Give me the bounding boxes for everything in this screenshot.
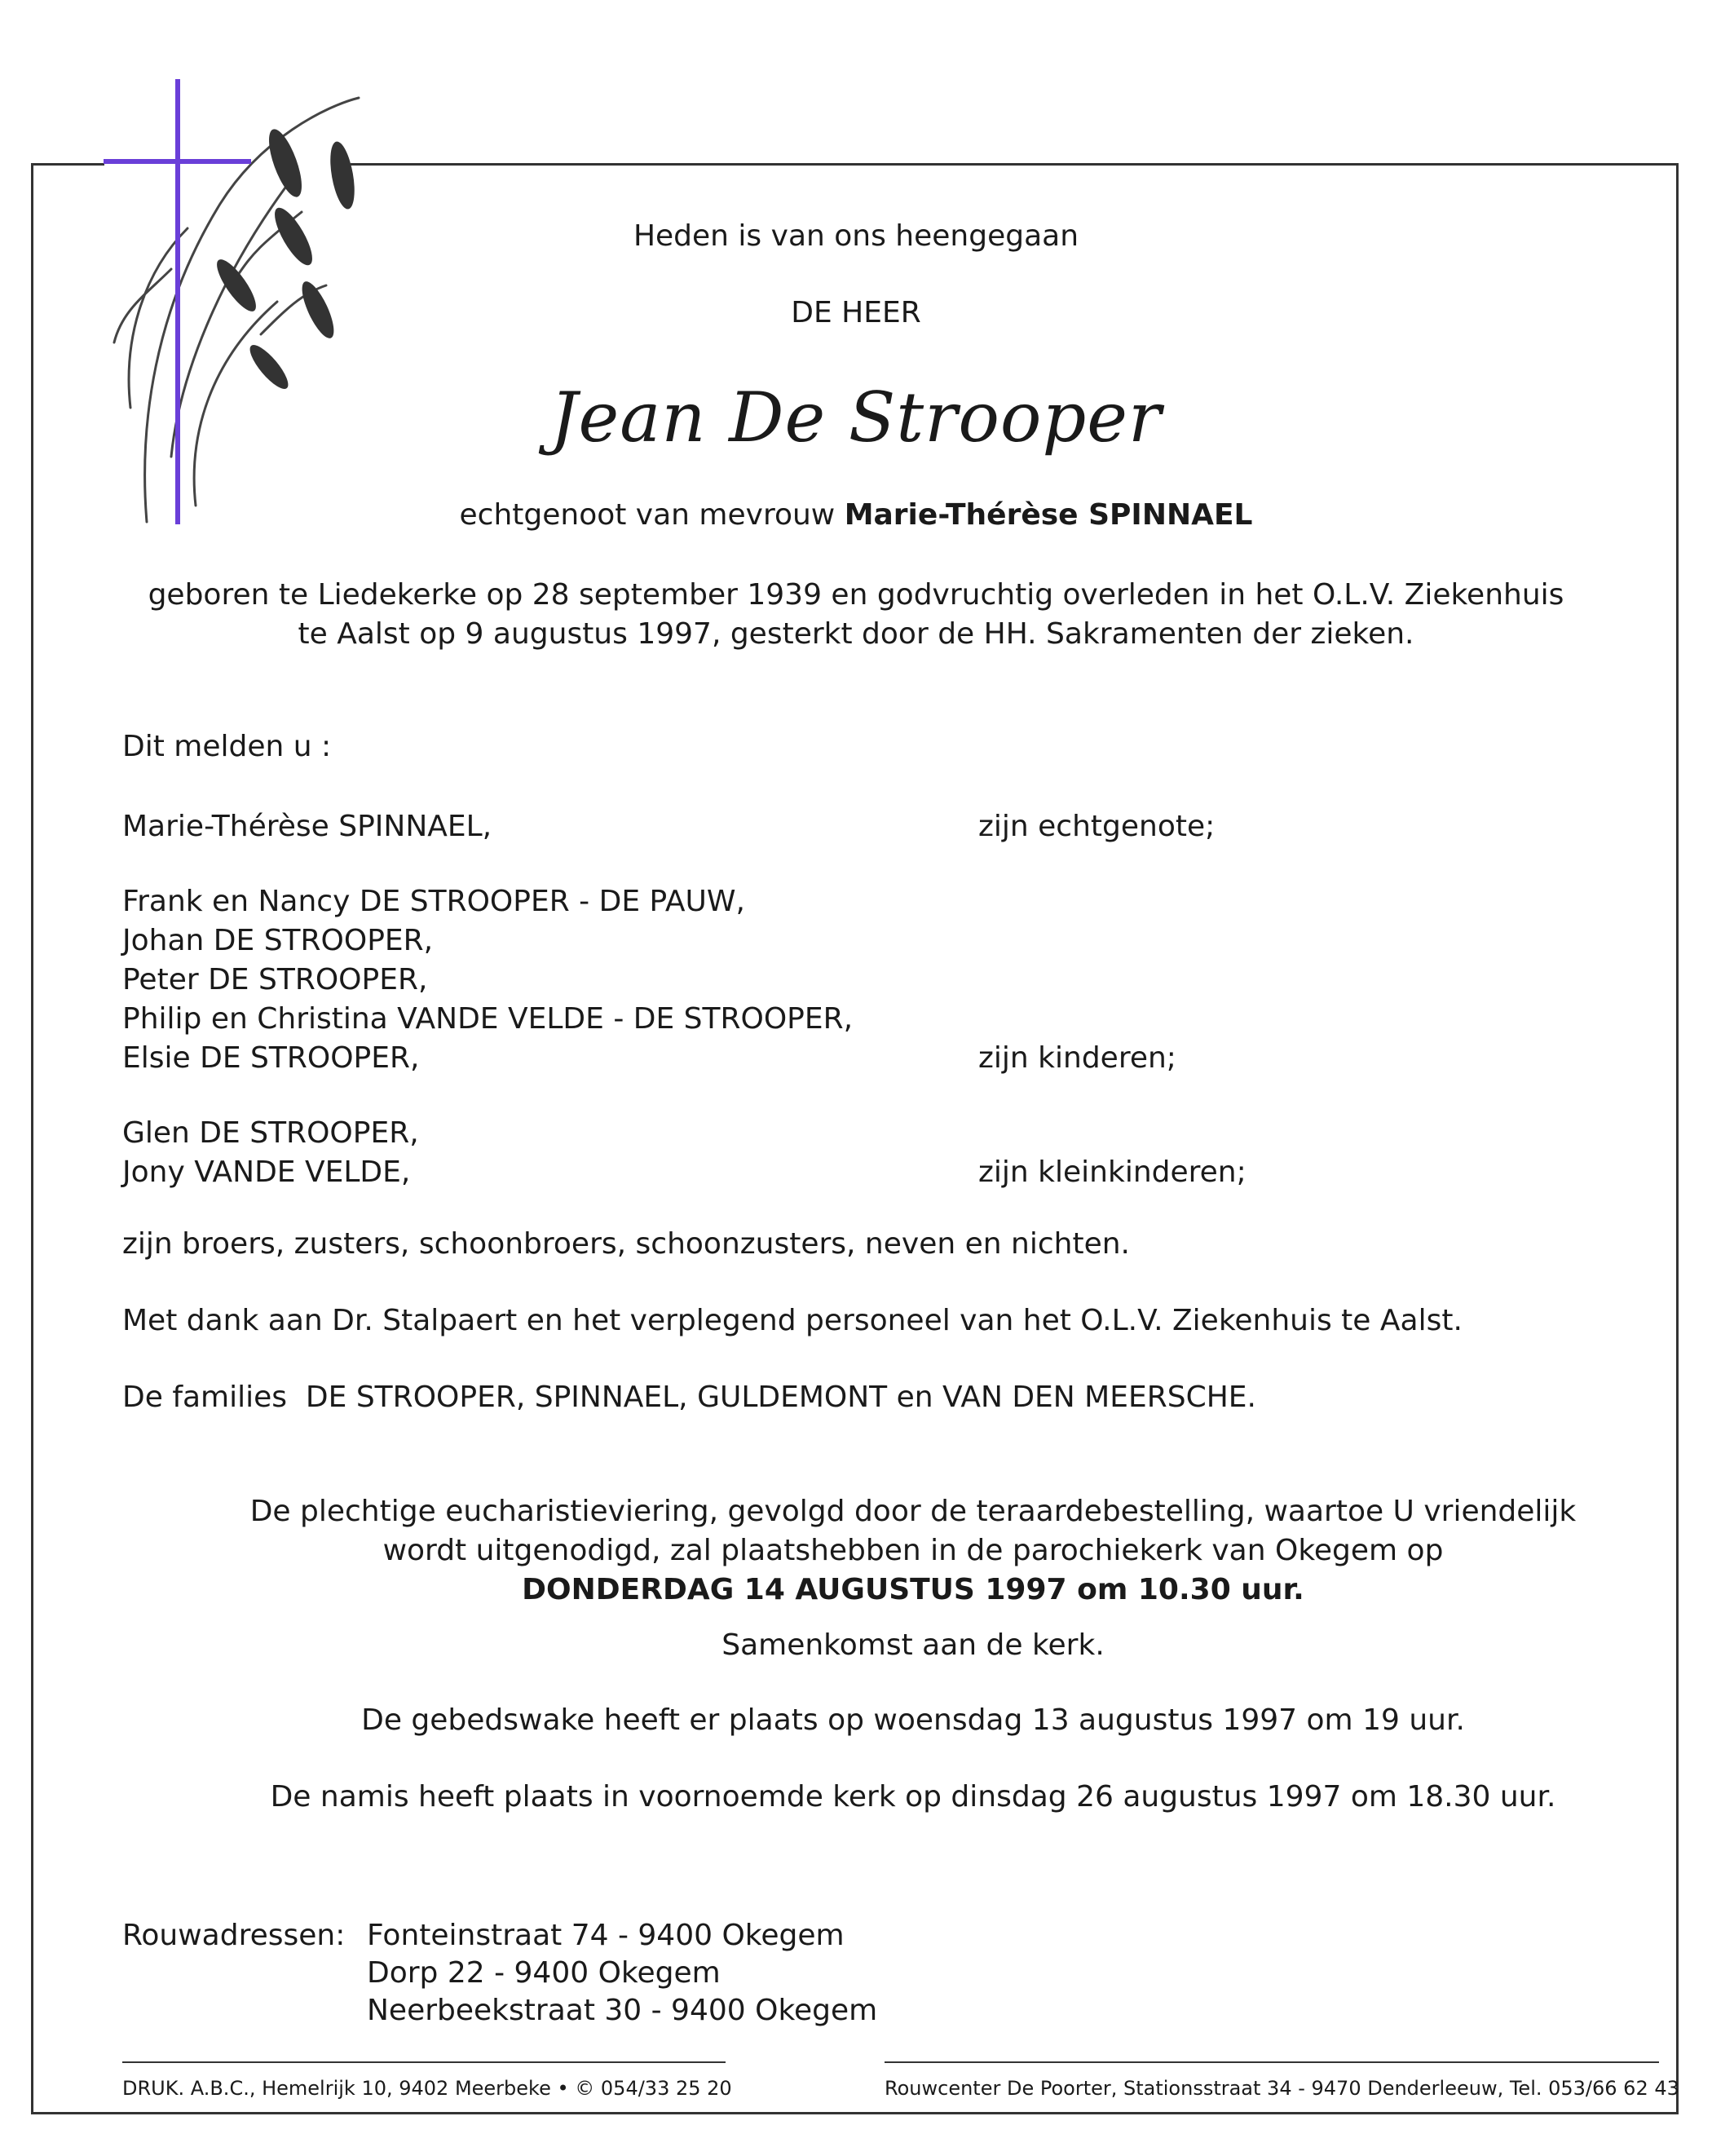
ceremony-line-2: wordt uitgenodigd, zal plaatshebben in de parochiekerk van Okegem op: [382, 1534, 1444, 1567]
birth-line-1: geboren te Liedekerke op 28 september 1939 en godvruchtig overleden in het O.L.V. Ziekenhuis: [148, 578, 1564, 612]
ceremony-date: DONDERDAG 14 AUGUSTUS 1997 om 10.30 uur.: [522, 1573, 1304, 1606]
relatives-line: zijn broers, zusters, schoonbroers, schoonzusters, neven en nichten.: [122, 1227, 1130, 1261]
children-role: zijn kinderen;: [978, 1041, 1176, 1075]
frame-top-border-left: [31, 163, 104, 166]
address-line: Neerbeekstraat 30 - 9400 Okegem: [367, 1994, 878, 2027]
list-item: Frank en Nancy DE STROOPER - DE PAUW,: [122, 885, 745, 918]
frame-top-border-right: [351, 163, 1679, 166]
footer-rule-right: [885, 2061, 1659, 2063]
footer-rule-left: [122, 2061, 726, 2063]
honorific: DE HEER: [791, 296, 921, 329]
birth-line-2: te Aalst op 9 augustus 1997, gesterkt door de HH. Sakramenten der zieken.: [298, 617, 1414, 651]
addresses-label: Rouwadressen:: [122, 1919, 346, 1952]
memorial-line: De namis heeft plaats in voornoemde kerk op dinsdag 26 augustus 1997 om 18.30 uur.: [270, 1780, 1556, 1814]
list-item: Jony VANDE VELDE,: [122, 1155, 411, 1189]
grandchildren-role: zijn kleinkinderen;: [978, 1155, 1246, 1189]
address-line: Dorp 22 - 9400 Okegem: [367, 1956, 721, 1990]
list-item: Glen DE STROOPER,: [122, 1116, 419, 1150]
ceremony-line-1: De plechtige eucharistieviering, gevolgd door de teraardebestelling, waartoe U vriendelijk: [249, 1495, 1577, 1528]
families-prefix: De families: [122, 1381, 288, 1414]
families-line: [122, 1378, 1256, 1417]
list-item: Elsie DE STROOPER,: [122, 1041, 420, 1075]
announcement-intro: Dit melden u :: [122, 730, 332, 763]
spouse-line-prefix: echtgenoot van mevrouw: [459, 498, 845, 532]
list-item: Philip en Christina VANDE VELDE - DE STROOPER,: [122, 1002, 854, 1036]
spouse-name: Marie-Thérèse SPINNAEL: [844, 498, 1253, 532]
frame-bottom-border: [31, 2112, 1679, 2114]
list-item: Johan DE STROOPER,: [122, 924, 434, 957]
spouse-line: [0, 496, 1712, 535]
list-item: Peter DE STROOPER,: [122, 963, 428, 996]
spouse-role: zijn echtgenote;: [978, 810, 1216, 843]
funeral-home-credit: Rouwcenter De Poorter, Stationsstraat 34 - 9470 Denderleeuw, Tel. 053/66 62 43: [885, 2077, 1679, 2100]
families-names: DE STROOPER, SPINNAEL, GULDEMONT en VAN DEN MEERSCHE.: [305, 1381, 1256, 1414]
intro-line: Heden is van ons heengegaan: [633, 219, 1079, 253]
thanks-line: Met dank aan Dr. Stalpaert en het verplegend personeel van het O.L.V. Ziekenhuis te Aalst.: [122, 1304, 1463, 1337]
spouse-entry: Marie-Thérèse SPINNAEL,: [122, 810, 492, 843]
address-line: Fonteinstraat 74 - 9400 Okegem: [367, 1919, 845, 1952]
vigil-line: De gebedswake heeft er plaats op woensdag 13 augustus 1997 om 19 uur.: [361, 1703, 1465, 1737]
gathering-line: Samenkomst aan de kerk.: [721, 1628, 1105, 1662]
printer-credit: DRUK. A.B.C., Hemelrijk 10, 9402 Meerbeke • © 054/33 25 20: [122, 2077, 732, 2100]
deceased-name: Jean De Strooper: [549, 378, 1163, 457]
